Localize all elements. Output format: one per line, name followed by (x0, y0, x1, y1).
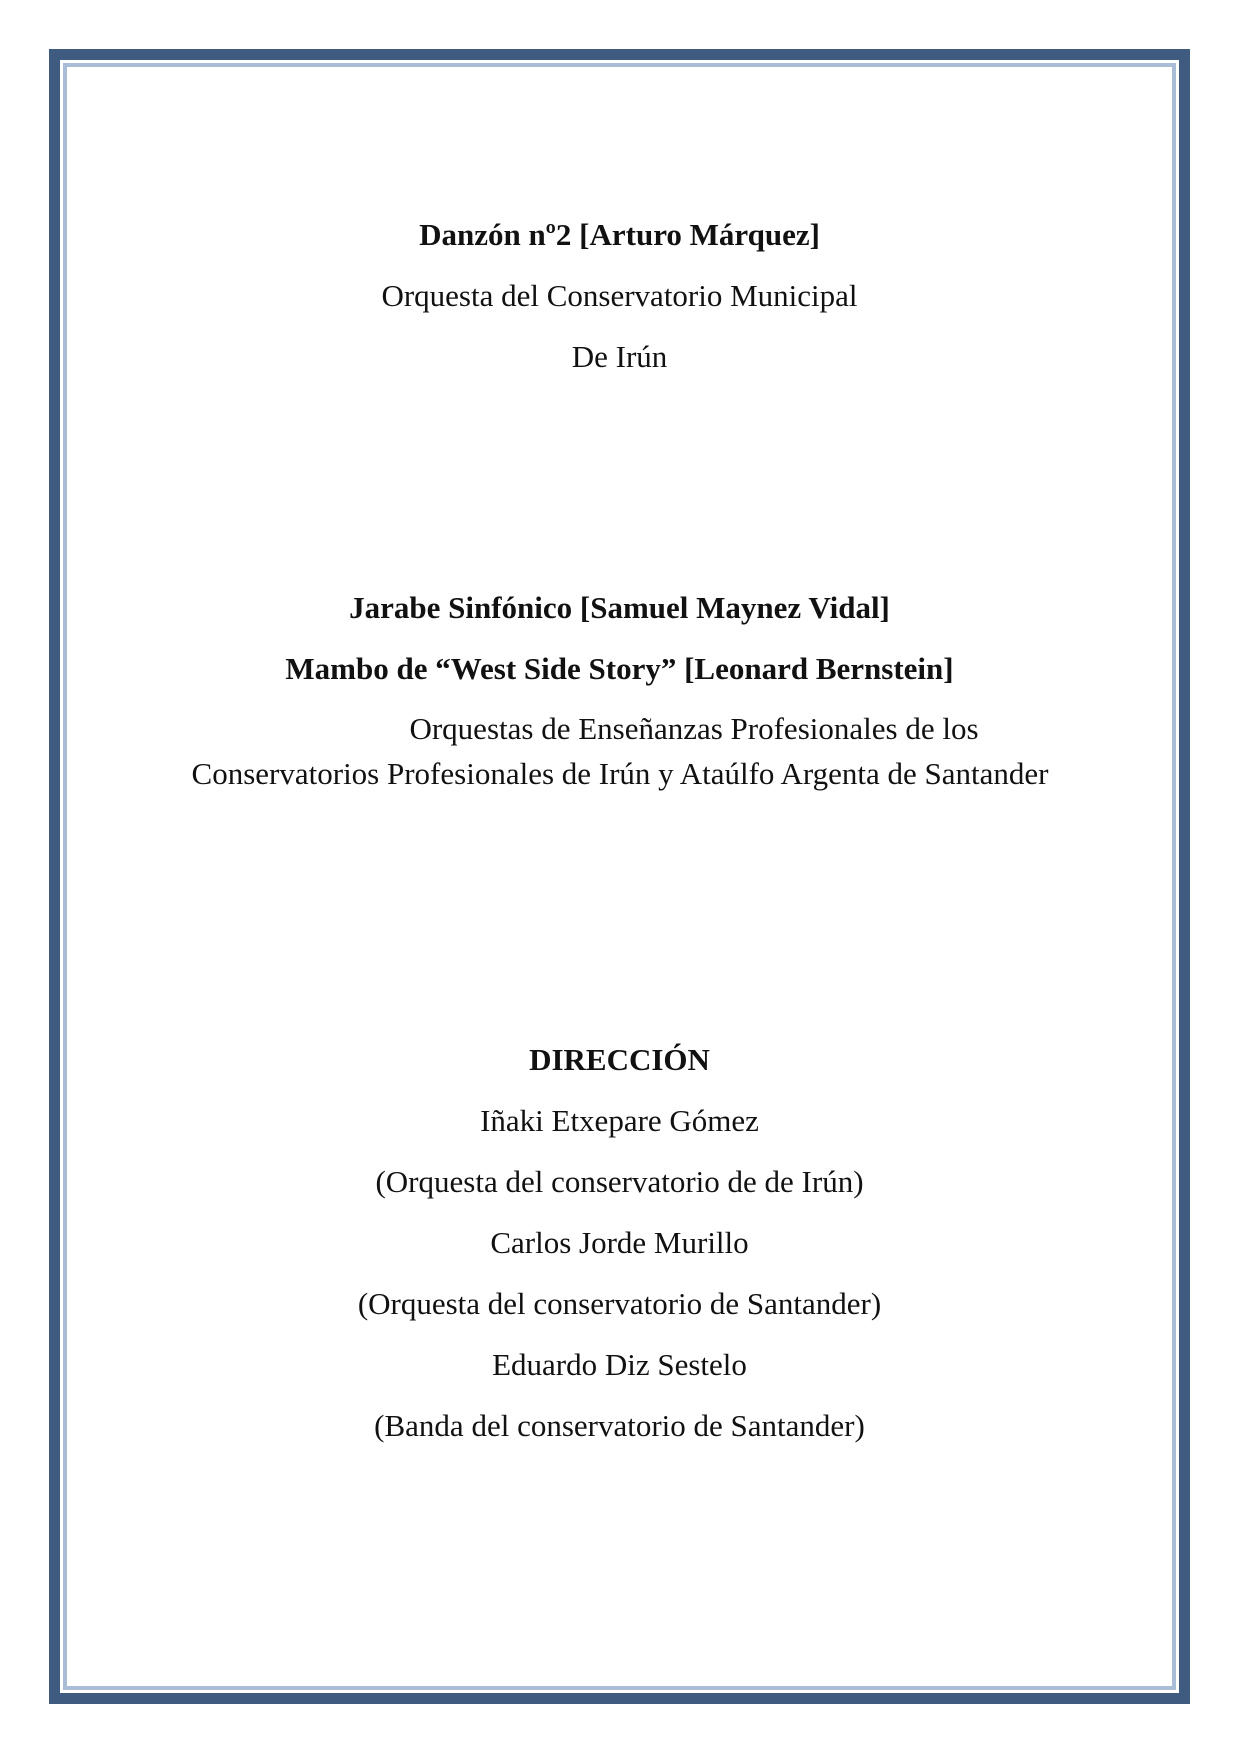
direction-heading: DIRECCIÓN (529, 1042, 710, 1077)
conductor-ensemble: (Orquesta del conservatorio de Santander) (357, 1286, 882, 1321)
piece-title-mambo: Mambo de “West Side Story” [Leonard Bernstein] (285, 651, 954, 686)
conductor-ensemble: (Banda del conservatorio de Santander) (374, 1408, 865, 1443)
ensemble-paragraph: Orquestas de Enseñanzas Profesionales de los Conservatorios Profesionales de Irún y Ataúlfo Argenta de Santander (191, 711, 1049, 791)
conductor-name: Eduardo Diz Sestelo (492, 1347, 747, 1382)
piece-title-danzon: Danzón nº2 [Arturo Márquez] (419, 217, 820, 252)
conductor-name: Iñaki Etxepare Gómez (480, 1103, 759, 1138)
ensemble-line-1: Orquesta del Conservatorio Municipal (381, 278, 858, 313)
conductor-name: Carlos Jorde Murillo (490, 1225, 749, 1260)
ensemble-line-2: De Irún (571, 339, 668, 374)
piece-title-jarabe: Jarabe Sinfónico [Samuel Maynez Vidal] (349, 590, 890, 625)
conductor-ensemble: (Orquesta del conservatorio de de Irún) (375, 1164, 864, 1199)
